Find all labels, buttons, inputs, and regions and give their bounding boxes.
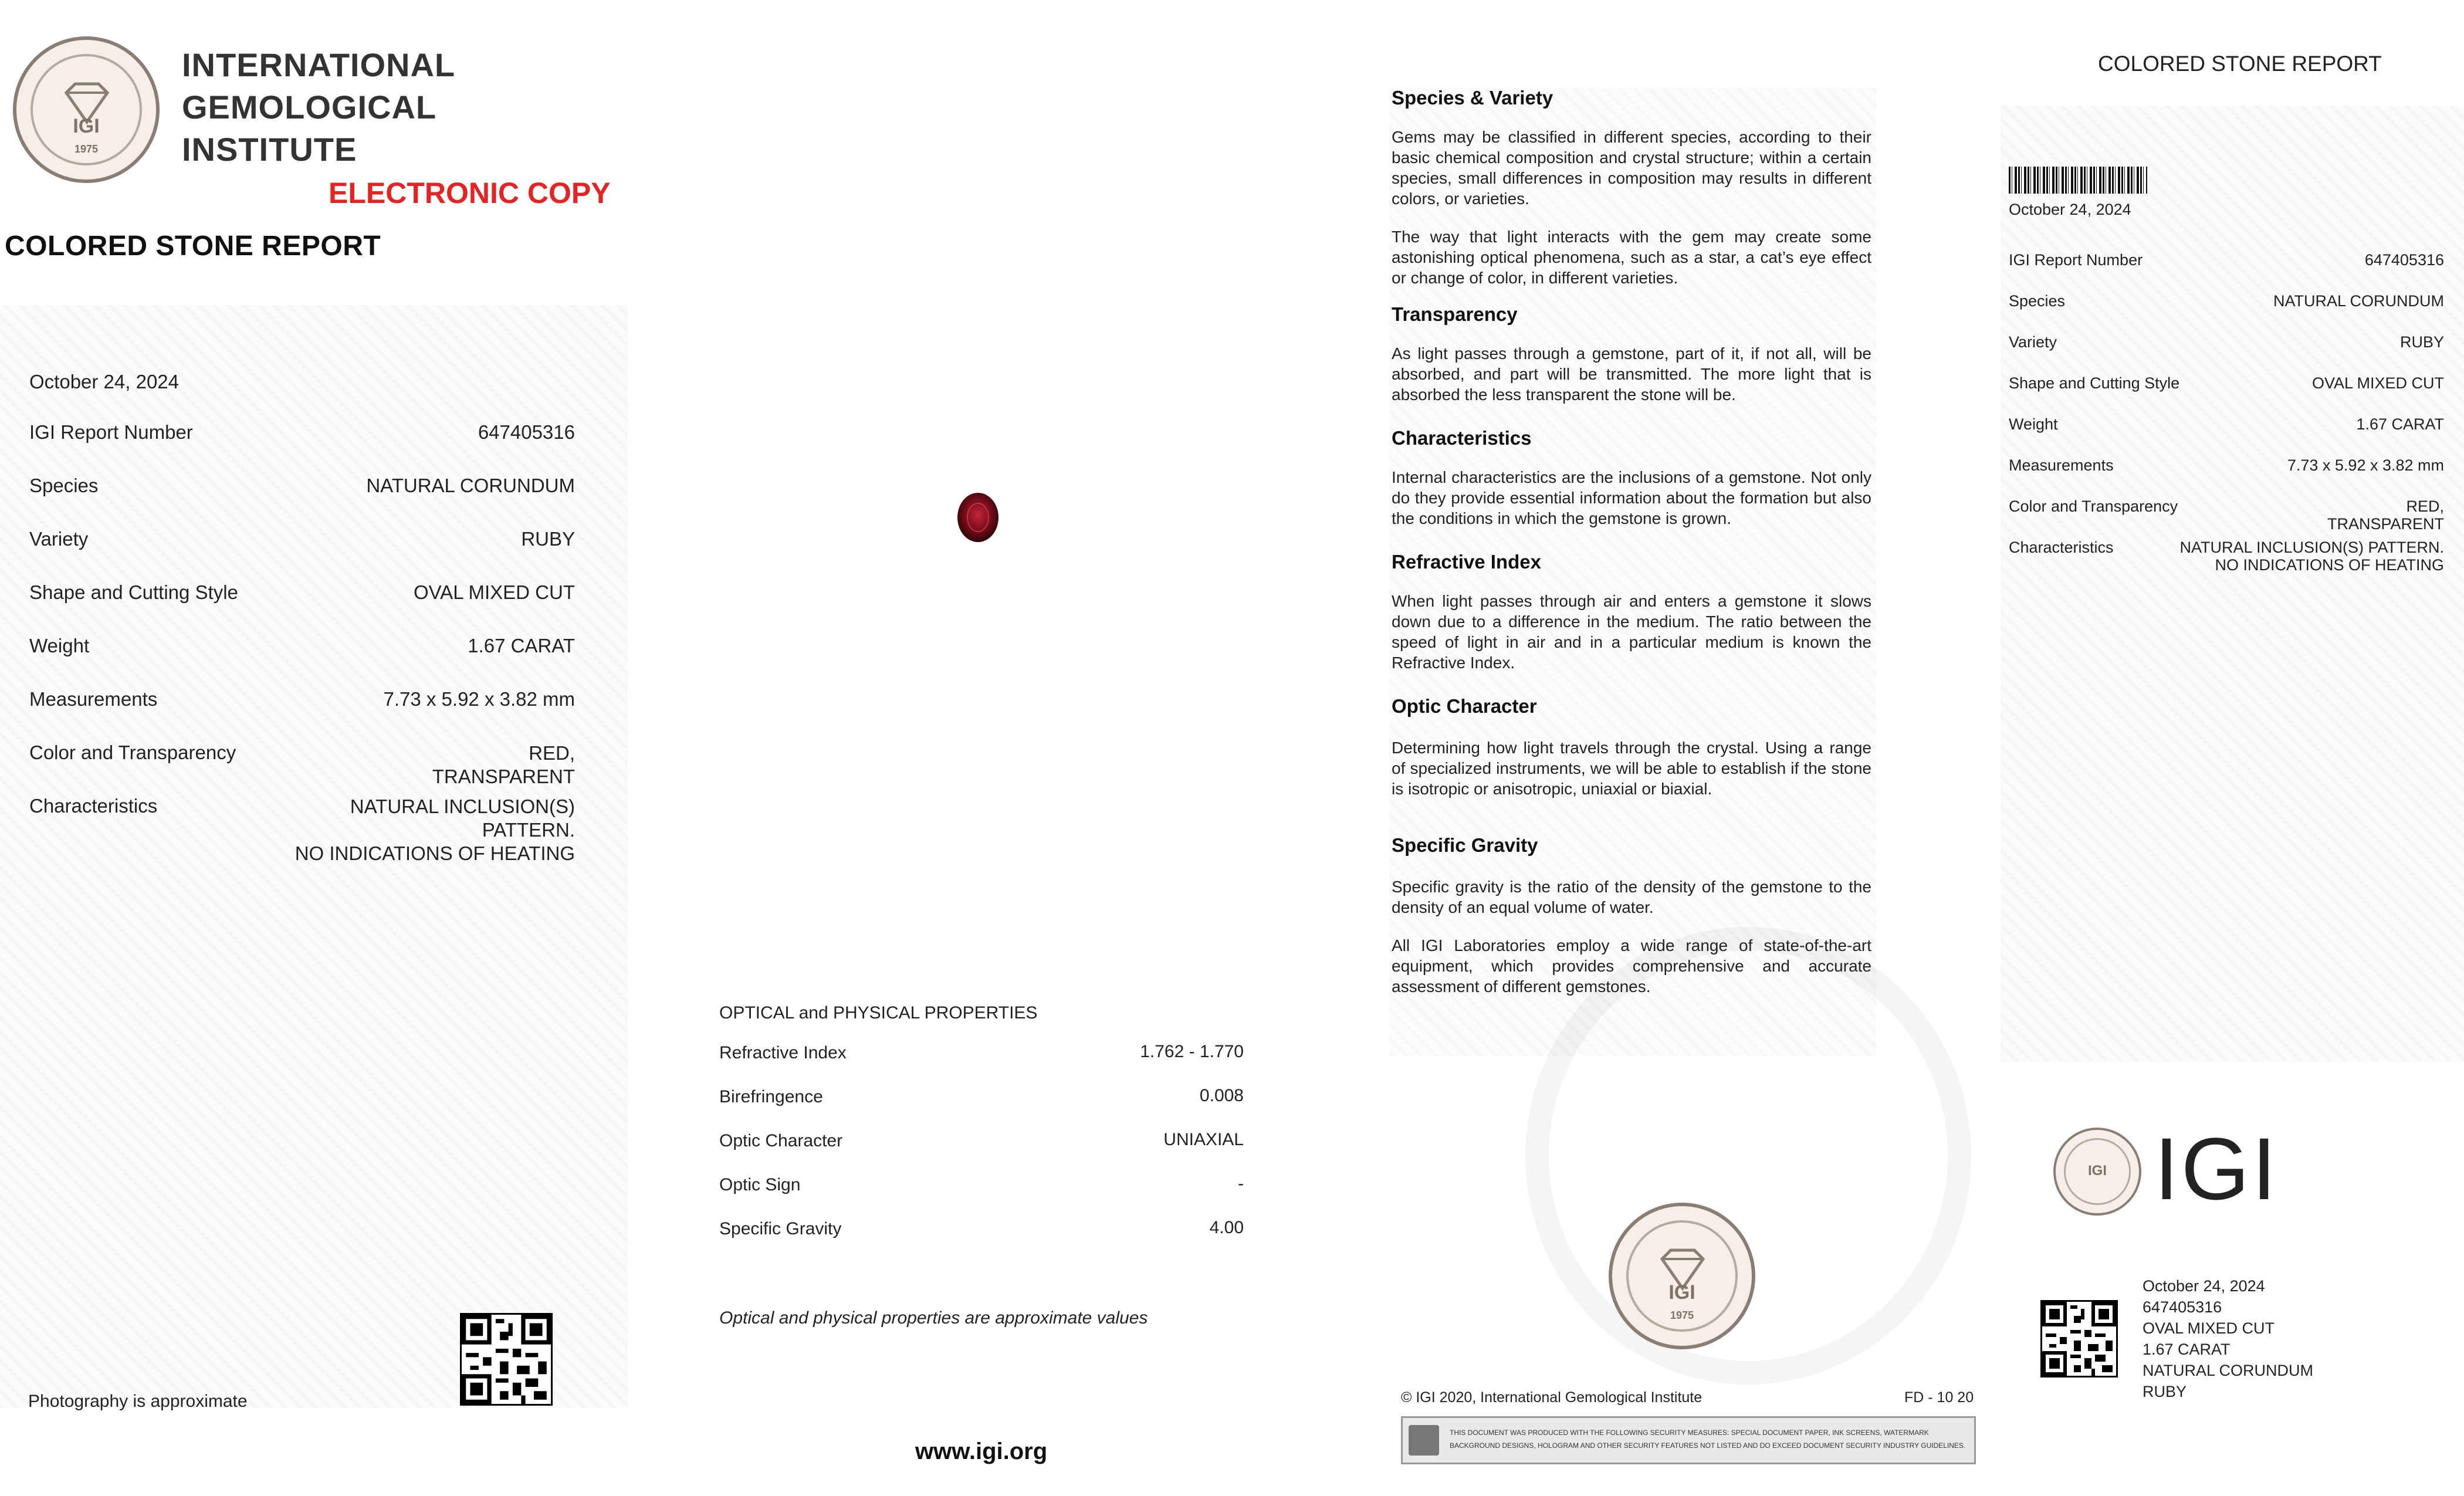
report-title: COLORED STONE REPORT: [5, 231, 381, 262]
igi-seal-logo: [1609, 1203, 1755, 1349]
info-heading: Characteristics: [1392, 427, 1532, 449]
summary-date: October 24, 2024: [2009, 201, 2131, 218]
report-row-value: RED,: [529, 742, 575, 764]
stub-line: OVAL MIXED CUT: [2143, 1319, 2275, 1337]
report-row-label: Species: [29, 475, 99, 496]
info-heading: Specific Gravity: [1392, 834, 1538, 856]
report-row-value: TRANSPARENT: [432, 766, 575, 787]
seal-letters: IGI: [2087, 1163, 2107, 1179]
brand-line-3: INSTITUTE: [182, 131, 357, 168]
summary-row-value: OVAL MIXED CUT: [2311, 374, 2444, 392]
qr-code[interactable]: [2040, 1300, 2118, 1377]
optical-properties: [719, 1043, 1244, 1263]
summary-row-value: 647405316: [2364, 251, 2444, 269]
info-section-characteristics: [1392, 427, 1871, 529]
info-paragraph: All IGI Laboratories employ a wide range of state-of-the-art equipment, which provides comprehensive and accurate assessment of different gemstones.: [1392, 936, 1871, 996]
report-row-label: Weight: [29, 635, 90, 656]
summary-row-value: RED,: [2406, 497, 2444, 515]
info-sections: [1392, 87, 1871, 997]
info-paragraph: Determining how light travels through the crystal. Using a range of specialized instruments, we will be able to establish if the stone is isotropic or anisotropic, uniaxial or biaxial.: [1392, 739, 1871, 798]
stub-line: RUBY: [2143, 1383, 2187, 1400]
brand-name: [182, 44, 455, 171]
summary-row-label: IGI Report Number: [2009, 251, 2143, 269]
optical-row: [719, 1219, 1244, 1263]
summary-stub: [2143, 1275, 2313, 1402]
optical-row-value: 0.008: [1199, 1086, 1244, 1105]
security-line: THIS DOCUMENT WAS PRODUCED WITH THE FOLLOWING SECURITY MEASURES: SPECIAL DOCUMENT PAPER, INK SCREENS, WATERMARK: [1450, 1429, 1929, 1437]
summary-title: COLORED STONE REPORT: [2098, 52, 2382, 76]
summary-row-label: Shape and Cutting Style: [2009, 374, 2180, 392]
report-row: [29, 528, 575, 581]
igi-seal-logo: [2053, 1128, 2141, 1216]
info-paragraph: As light passes through a gemstone, part of it, if not all, will be absorbed, and part will be transmitted. The more light that is absorbed the less transparent the stone will be.: [1392, 344, 1871, 404]
optical-row-label: Optic Sign: [719, 1175, 801, 1194]
copyright-text: © IGI 2020, International Gemological Institute: [1401, 1389, 1703, 1406]
report-date: October 24, 2024: [29, 371, 180, 392]
seal-letters: IGI: [73, 115, 100, 137]
summary-row-value: TRANSPARENT: [2327, 515, 2444, 533]
info-paragraph: When light passes through air and enters a gemstone it slows down due to a difference in the medium. The ratio between the speed of light in air and in a particular medium is known the Refractive Index.: [1392, 592, 1871, 672]
summary-row-label: Color and Transparency: [2009, 497, 2178, 515]
summary-row: [2009, 251, 2444, 292]
qr-code[interactable]: [460, 1313, 553, 1406]
optical-note: Optical and physical properties are approximate values: [719, 1308, 1148, 1328]
stub-line: NATURAL CORUNDUM: [2143, 1362, 2314, 1379]
summary-row: [2009, 415, 2444, 456]
photo-note: Photography is approximate: [28, 1392, 248, 1411]
report-row: [29, 795, 575, 871]
security-strip: [1401, 1416, 1976, 1464]
stub-line: October 24, 2024: [2143, 1277, 2265, 1295]
security-text: [1450, 1426, 1965, 1452]
seal-letters: IGI: [1668, 1281, 1695, 1304]
summary-row: [2009, 333, 2444, 374]
summary-row: [2009, 292, 2444, 333]
report-row-value: 647405316: [478, 421, 575, 443]
optical-row-value: -: [1238, 1174, 1244, 1193]
brand-line-2: GEMOLOGICAL: [182, 89, 437, 126]
report-row-value: NATURAL INCLUSION(S): [350, 796, 575, 817]
report-row-value: PATTERN.: [482, 819, 575, 841]
summary-row-value: 7.73 x 5.92 x 3.82 mm: [2287, 456, 2444, 474]
optical-row: [719, 1087, 1244, 1131]
report-row-label: Measurements: [29, 688, 158, 710]
report-row: [29, 475, 575, 528]
info-heading: Species & Variety: [1392, 87, 1553, 109]
website-link[interactable]: www.igi.org: [915, 1439, 1048, 1464]
seal-year: 1975: [1670, 1309, 1694, 1321]
summary-row-value: NATURAL INCLUSION(S) PATTERN.: [2179, 539, 2444, 556]
summary-row-value: NO INDICATIONS OF HEATING: [2215, 556, 2444, 574]
report-row: [29, 635, 575, 688]
optical-row-label: Specific Gravity: [719, 1219, 842, 1238]
summary-row-label: Weight: [2009, 415, 2058, 433]
igi-seal-logo: [13, 36, 160, 183]
lock-icon: [1409, 1425, 1439, 1456]
report-row: [29, 581, 575, 635]
report-row-label: Shape and Cutting Style: [29, 581, 238, 603]
summary-row-label: Measurements: [2009, 456, 2114, 474]
info-section-optic-character: [1392, 695, 1871, 799]
info-paragraph: The way that light interacts with the gem may create some astonishing optical phenomena, such as a star, a cat’s eye effect or change of color, in different varieties.: [1392, 228, 1871, 287]
report-row: [29, 421, 575, 475]
report-row-value: OVAL MIXED CUT: [413, 581, 575, 603]
summary-background: [2001, 106, 2464, 1062]
summary-row: [2009, 374, 2444, 415]
summary-row-value: 1.67 CARAT: [2356, 415, 2444, 433]
report-row-value: NO INDICATIONS OF HEATING: [295, 842, 575, 864]
info-paragraph: Specific gravity is the ratio of the density of the gemstone to the density of an equal volume of water.: [1392, 878, 1871, 916]
summary-row: [2009, 539, 2444, 580]
summary-row: [2009, 456, 2444, 497]
report-row-value: RUBY: [521, 528, 575, 550]
seal-year: 1975: [74, 143, 99, 155]
optical-row: [719, 1043, 1244, 1087]
stub-line: 647405316: [2143, 1298, 2222, 1316]
ruby-stone-photo: [956, 492, 1000, 543]
info-section-transparency: [1392, 303, 1871, 405]
info-section-species: [1392, 87, 1871, 288]
report-row-label: IGI Report Number: [29, 421, 193, 443]
summary-row: [2009, 497, 2444, 539]
report-details: [29, 421, 575, 871]
summary-row-value: NATURAL CORUNDUM: [2273, 292, 2444, 310]
optical-row-value: 4.00: [1209, 1218, 1244, 1237]
report-row-label: Color and Transparency: [29, 742, 236, 763]
stub-line: 1.67 CARAT: [2143, 1341, 2231, 1358]
optical-row-label: Refractive Index: [719, 1043, 847, 1062]
report-row-value: NATURAL CORUNDUM: [366, 475, 575, 496]
report-row-value: 1.67 CARAT: [468, 635, 575, 656]
brand-line-1: INTERNATIONAL: [182, 46, 456, 83]
form-code: FD - 10 20: [1904, 1389, 1974, 1406]
summary-row-label: Species: [2009, 292, 2066, 310]
info-section-specific-gravity: [1392, 834, 1871, 997]
info-heading: Refractive Index: [1392, 551, 1541, 573]
optical-row-value: UNIAXIAL: [1163, 1130, 1244, 1149]
summary-row-label: Characteristics: [2009, 539, 2114, 556]
info-paragraph: Internal characteristics are the inclusions of a gemstone. Not only do they provide essential information about the formation but also the conditions in which the gemstone is grown.: [1392, 468, 1871, 527]
report-row-label: Variety: [29, 528, 89, 550]
info-heading: Optic Character: [1392, 695, 1537, 717]
optical-row: [719, 1175, 1244, 1219]
optical-row-label: Optic Character: [719, 1131, 843, 1150]
summary-row-value: RUBY: [2399, 333, 2444, 351]
summary-row-label: Variety: [2009, 333, 2057, 351]
igi-wordmark: IGI: [2154, 1119, 2279, 1218]
optical-row-label: Birefringence: [719, 1087, 823, 1106]
optical-heading: OPTICAL and PHYSICAL PROPERTIES: [719, 1003, 1038, 1023]
optical-row: [719, 1131, 1244, 1175]
info-paragraph: Gems may be classified in different species, according to their basic chemical composition and crystal structure; within a certain species, small differences in composition may results in different colors, or varieties.: [1392, 128, 1871, 208]
report-row-value: 7.73 x 5.92 x 3.82 mm: [383, 688, 575, 710]
report-row: [29, 742, 575, 795]
info-heading: Transparency: [1392, 303, 1518, 325]
optical-row-value: 1.762 - 1.770: [1140, 1042, 1244, 1061]
report-row-label: Characteristics: [29, 795, 158, 817]
report-row: [29, 688, 575, 742]
barcode: [2009, 167, 2147, 194]
summary-details: [2009, 251, 2444, 580]
security-line: BACKGROUND DESIGNS, HOLOGRAM AND OTHER SECURITY FEATURES NOT LISTED AND DO EXCEED DOCUMENT SECURITY INDUSTRY GUIDELINES.: [1450, 1441, 1966, 1450]
info-section-refractive-index: [1392, 551, 1871, 673]
electronic-copy-label: ELECTRONIC COPY: [329, 177, 611, 209]
